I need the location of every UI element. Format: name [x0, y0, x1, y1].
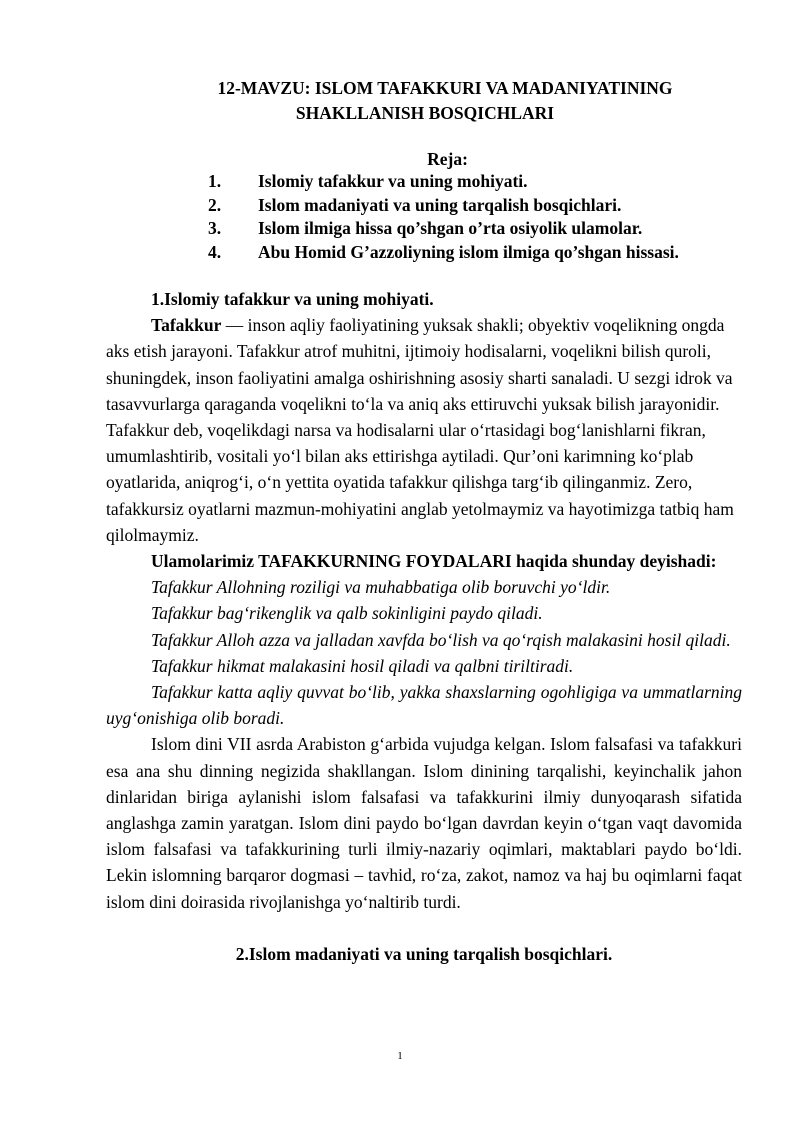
definition-term: Tafakkur [151, 315, 222, 336]
plan-item-number: 3. [208, 218, 222, 238]
benefit-item: Tafakkur Allohning roziligi va muhabbatiga olib boruvchi yo‘ldir. [151, 577, 611, 598]
plan-item-text: Islom ilmiga hissa qo’shgan o’rta osiyolik ulamolar. [258, 218, 643, 238]
plan-heading: Reja: [427, 149, 468, 169]
benefit-item: Tafakkur Alloh azza va jalladan xavfda bo‘lish va qo‘rqish malakasini hosil qiladi. [151, 629, 731, 650]
plan-item-number: 2. [208, 194, 222, 215]
benefits-intro: Ulamolarimiz TAFAKKURNING FOYDALARI haqida shunday deyishadi: [151, 551, 717, 572]
document-title-line-1: 12-MAVZU: ISLOM TAFAKKURI VA MADANIYATINING [217, 78, 673, 98]
plan-item-text: Islomiy tafakkur va uning mohiyati. [258, 171, 528, 191]
paragraph-spacer [106, 915, 742, 941]
plan-item [208, 194, 679, 218]
plan-item [208, 217, 679, 241]
plan-item-text: Islom madaniyati va uning tarqalish bosqichlari. [258, 194, 622, 215]
closing-paragraph: Islom dini VII asrda Arabiston g‘arbida vujudga kelgan. Islom falsafasi va tafakkuri esa ana shu dinning negizida shakllangan. Islom dinining tarqalishi, keyinchalik jahon dinlaridan biriga aylanishi islom falsafasi va tafakkurini ilmiy dunyoqarash sifatida anglashga zamin yaratgan. Islom dini paydo bo‘lgan davrdan keyin o‘tgan vaqt davomida islom falsafasi va tafakkurining turli ilmiy-nazariy oqimlari, maktablari paydo bo‘ldi. Lekin islomning barqaror dogmasi – tavhid, ro‘za, zakot, namoz va haj bu oqimlarni faqat islom dini doirasida rivojlanishga yo‘naltirib turdi. [106, 734, 742, 912]
plan-item-text: Abu Homid G’azzoliyning islom ilmiga qo’shgan hissasi. [258, 241, 679, 262]
benefit-item: Tafakkur katta aqliy quvvat bo‘lib, yakka shaxslarning ogohligiga va ummatlarning uyg‘onishiga olib boradi. [106, 682, 742, 729]
plan-item [208, 241, 679, 265]
document-title-line-2: SHAKLLANISH BOSQICHLARI [295, 103, 555, 123]
plan-item-number: 4. [208, 241, 222, 262]
section-1-heading: 1.Islomiy tafakkur va uning mohiyati. [151, 289, 434, 309]
plan-item-number: 1. [208, 171, 222, 191]
definition-paragraph [106, 312, 742, 548]
plan-item [208, 170, 679, 194]
document-body [106, 286, 742, 967]
benefit-item: Tafakkur bag‘rikenglik va qalb sokinligini paydo qiladi. [151, 603, 543, 624]
plan-list [208, 170, 679, 264]
section-2-heading: 2.Islom madaniyati va uning tarqalish bosqichlari. [235, 943, 613, 964]
page-number: 1 [397, 1050, 403, 1062]
benefit-item: Tafakkur hikmat malakasini hosil qiladi va qalbni tiriltiradi. [151, 655, 574, 676]
definition-text: — inson aqliy faoliyatining yuksak shakli; obyektiv voqelikning ongda aks etish jarayoni. Tafakkur atrof muhitni, ijtimoiy hodisalarni, voqelikni bilish quroli, shuningdek, inson faoliyatini amalga oshirishning asosiy sharti sanaladi. U sezgi idrok va tasavvurlarga qaraganda voqelikni to‘la va aniq aks ettiruvchi yuksak bilish jarayonidir. Tafakkur deb, voqelikdagi narsa va hodisalarni ular o‘rtasidagi bog‘lanishlarni fikran, umumlashtirib, vositali yo‘l bilan aks ettirishga aytiladi. Qur’oni karimning ko‘plab oyatlarida, aniqrog‘i, o‘n yettita oyatida tafakkur qilishga targ‘ib qilinganmiz. Zero, tafakkursiz oyatlarni mazmun-mohiyatini anglab yetolmaymiz va hayotimizga tatbiq ham qilolmaymiz. [106, 315, 734, 545]
